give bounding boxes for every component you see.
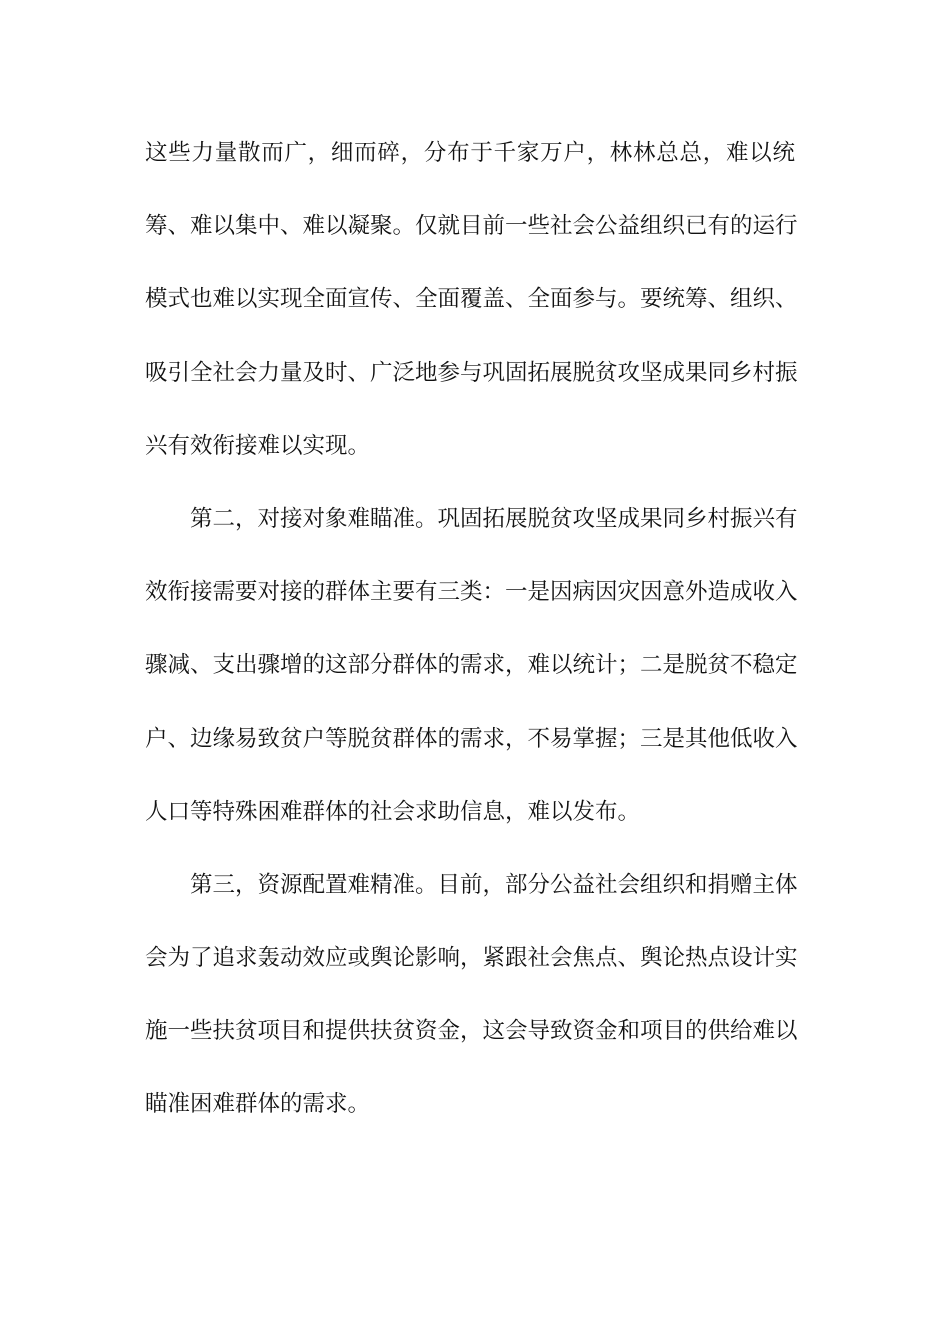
paragraph-line: 瞄准困难群体的需求。 [145, 1091, 371, 1118]
paragraph-line: 吸引全社会力量及时、广泛地参与巩固拓展脱贫攻坚成果同乡村振 [145, 359, 798, 386]
paragraph-line: 户、边缘易致贫户等脱贫群体的需求，不易掌握；三是其他低收入 [145, 725, 798, 752]
paragraph-line: 第三，资源配置难精准。目前，部分公益社会组织和捐赠主体 [190, 871, 798, 898]
paragraph-line: 这些力量散而广，细而碎，分布于千家万户，林林总总，难以统 [145, 140, 795, 166]
paragraph-line: 筹、难以集中、难以凝聚。仅就目前一些社会公益组织已有的运行 [145, 213, 798, 240]
paragraph-line: 施一些扶贫项目和提供扶贫资金，这会导致资金和项目的供给难以 [145, 1018, 798, 1045]
document-body [145, 131, 798, 1156]
paragraph-line: 第二，对接对象难瞄准。巩固拓展脱贫攻坚成果同乡村振兴有 [190, 505, 798, 532]
paragraph-line: 效衔接需要对接的群体主要有三类：一是因病因灾因意外造成收入 [145, 579, 798, 606]
paragraph-line: 骤减、支出骤增的这部分群体的需求，难以统计；二是脱贫不稳定 [145, 652, 798, 679]
paragraph-3 [145, 863, 798, 1156]
paragraph-1 [145, 131, 798, 497]
paragraph-line: 模式也难以实现全面宣传、全面覆盖、全面参与。要统筹、组织、 [145, 286, 798, 313]
paragraph-line: 兴有效衔接难以实现。 [145, 432, 371, 459]
paragraph-line: 会为了追求轰动效应或舆论影响，紧跟社会焦点、舆论热点设计实 [145, 945, 798, 972]
paragraph-2 [145, 497, 798, 863]
paragraph-line: 人口等特殊困难群体的社会求助信息，难以发布。 [145, 798, 641, 825]
